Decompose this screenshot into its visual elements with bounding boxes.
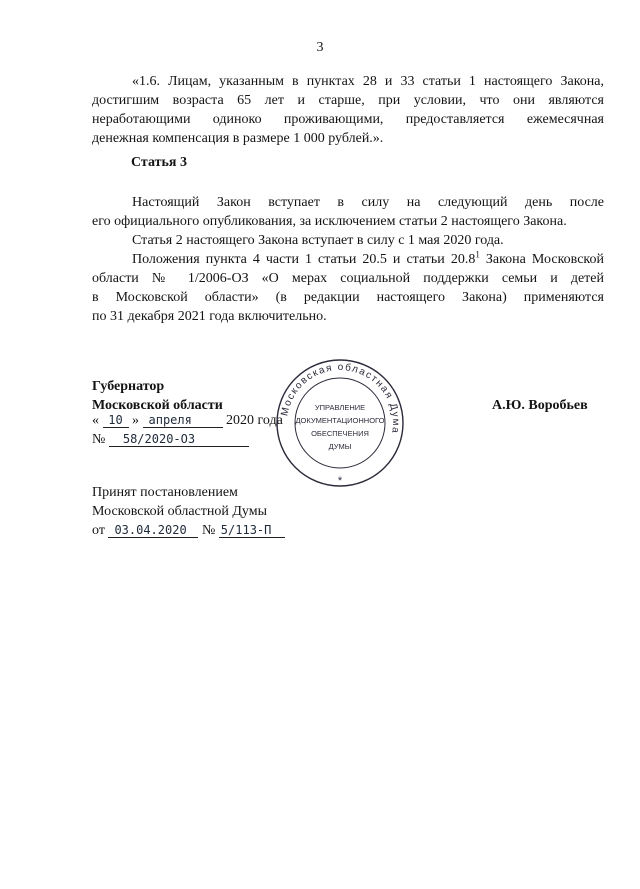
date-close-quote: »	[132, 413, 139, 428]
date-open-quote: «	[92, 413, 99, 428]
stamp-inner-line: ДУМЫ	[328, 442, 352, 451]
law-number-prefix: №	[92, 432, 106, 447]
article-3-p3-line1	[92, 250, 604, 269]
adoption-block	[92, 483, 285, 540]
article-3-p3-line: по 31 декабря 2021 года включительно.	[92, 309, 327, 324]
adoption-line1: Принят постановлением	[92, 485, 238, 500]
adoption-date: 03.04.2020	[114, 523, 187, 537]
article-3-p2: Статья 2 настоящего Закона вступает в силу с 1 мая 2020 года.	[132, 233, 504, 248]
signer-position-line1: Губернатор	[92, 379, 165, 394]
stamp-inner-line: ДОКУМЕНТАЦИОННОГО	[295, 416, 385, 425]
date-day: 10	[108, 413, 123, 427]
law-number	[92, 430, 249, 449]
amendment-line: неработающими одиноко проживающими, предоставляется ежемесячная	[92, 112, 604, 127]
article-3-title: Статья 3	[131, 155, 187, 170]
official-stamp	[275, 350, 405, 490]
article-3-p3-superscript: 1	[475, 249, 480, 260]
stamp-inner-line: ОБЕСПЕЧЕНИЯ	[311, 429, 369, 438]
date-year: 2020 года	[226, 413, 283, 428]
signer-position-line2: Московской области	[92, 398, 223, 413]
article-3-p3-text-a: Положения пункта 4 части 1 статьи 20.5 и статьи 20.8	[132, 252, 476, 267]
amendment-line: «1.6. Лицам, указанным в пунктах 28 и 33 статьи 1 настоящего Закона,	[132, 74, 604, 89]
stamp-inner-line: УПРАВЛЕНИЕ	[314, 403, 366, 412]
article-3-p1-line: его официального опубликования, за исключением статьи 2 настоящего Закона.	[92, 214, 567, 229]
article-3-p3-text-b: Закона Московской	[479, 252, 604, 267]
law-number-value: 58/2020-ОЗ	[122, 432, 196, 446]
signer-name: А.Ю. Воробьев	[492, 398, 588, 413]
page-number: 3	[316, 40, 324, 55]
date-month: апреля	[148, 413, 192, 427]
signature-date	[92, 411, 283, 430]
adoption-number: 5/113-П	[220, 523, 272, 537]
article-3-p1-line: Настоящий Закон вступает в силу на следующий день после	[132, 195, 604, 210]
article-3-body	[92, 193, 604, 326]
adoption-line2: Московской областной Думы	[92, 504, 267, 519]
amendment-line: денежная компенсация в размере 1 000 рублей.».	[92, 131, 384, 146]
article-3-p3-line: области № 1/2006-ОЗ «О мерах социальной поддержки семьи и детей	[92, 271, 604, 286]
amendment-line: достигшим возраста 65 лет и старше, при условии, что они являются	[92, 93, 604, 108]
adoption-from-label: от	[92, 523, 105, 538]
stamp-ring-textpath: Московская областная Дума	[279, 361, 402, 436]
adoption-number-label: №	[201, 523, 216, 538]
amendment-paragraph	[92, 72, 604, 148]
adoption-details	[92, 521, 285, 540]
article-3-p3-line: в Московской области» (в редакции настоящего Закона) применяются	[92, 290, 604, 305]
stamp-star: *	[337, 475, 343, 487]
signer-position	[92, 377, 223, 415]
